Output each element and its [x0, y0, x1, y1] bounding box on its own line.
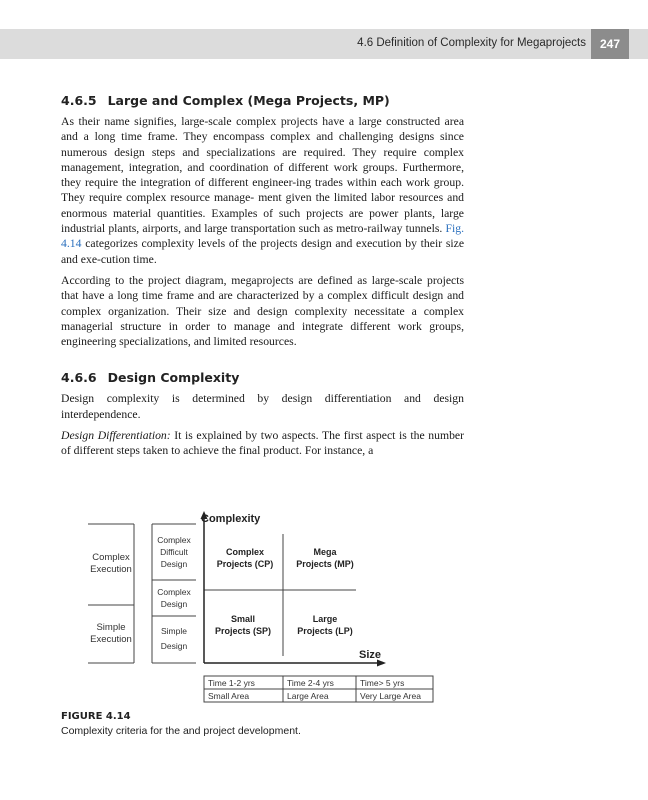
section-number: 4.6.6: [61, 370, 97, 386]
section-title: Design Complexity: [107, 370, 240, 386]
quadrant-small-projects-line: Projects (SP): [214, 626, 272, 636]
quadrant-small-projects-line: Small: [230, 614, 256, 624]
text-line: difficult design and complex organization. Their size and design: [61, 289, 465, 318]
figure-caption: Complexity criteria for the and project development.: [61, 725, 301, 737]
page-number: 247: [591, 29, 629, 59]
text-line: ing trades within each work group. They require complex resource manage-: [61, 176, 464, 205]
text-line: and large transportation such as metro-railway tunnels.: [184, 222, 446, 236]
table-cell-time: Time 1-2 yrs: [208, 678, 255, 688]
section-title: Large and Complex (Mega Projects, MP): [107, 93, 390, 108]
complexity-diagram: [88, 508, 448, 708]
section-number: 4.6.5: [61, 93, 97, 108]
quadrant-complex-projects-line: Projects (CP): [216, 559, 274, 569]
table-cell-time: Time> 5 yrs: [360, 678, 405, 688]
paragraph-large-complex: [61, 114, 464, 267]
quadrant-mega-projects-line: Mega: [313, 547, 337, 557]
y-axis-label: Complexity: [201, 513, 261, 525]
text-line: cution time.: [100, 252, 157, 266]
text-line: It is explained by two aspects. The first aspect is the: [170, 429, 425, 443]
text-line: According to the project diagram, megaprojects are defined as large-scale: [61, 273, 423, 287]
term-label: Design Differentiation:: [61, 429, 171, 443]
table-cell-area: Small Area: [208, 691, 250, 701]
section-heading-4-6-6: [61, 370, 464, 385]
complex-difficult-design-label-line: Design: [160, 559, 188, 569]
quadrant-large-projects-line: Large: [312, 614, 338, 624]
complex-execution-label-line: Complex: [92, 552, 130, 563]
text-line: ment given the limited labor resources and enormous material quantities.: [61, 191, 465, 220]
text-line: require complex management, integration, and coordination of different: [61, 145, 465, 174]
text-line: complexity necessitate a complex managerial structure in order to manage: [61, 304, 465, 333]
text-line: projects that have a long time frame and are characterized by a complex: [61, 273, 464, 303]
quadrant-complex-projects-line: Complex: [225, 547, 265, 557]
complex-design-label-line: Complex: [157, 587, 191, 597]
text-line: Design complexity is determined by design differentiation and design: [61, 392, 464, 406]
text-line: work groups. Furthermore, they require the integration of different engineer-: [61, 160, 464, 190]
paragraph-project-diagram: [61, 273, 464, 349]
running-head: 4.6 Definition of Complexity for Megaprojects: [357, 37, 586, 49]
quadrant-large-projects-line: Projects (LP): [297, 626, 353, 636]
simple-design-label-line: Design: [160, 641, 188, 651]
paragraph-design-differentiation: [61, 428, 464, 459]
simple-execution-label-line: Simple: [96, 622, 126, 633]
simple-execution-label-line: Execution: [90, 634, 132, 645]
text-line: number of different steps taken to achieve the final product. For instance, a: [61, 429, 464, 458]
table-cell-area: Very Large Area: [360, 691, 421, 701]
figure-label: FIGURE 4.14: [61, 711, 131, 722]
text-line: As their name signifies, large-scale complex projects have a large constructed: [61, 115, 441, 128]
complex-difficult-design-label-line: Complex: [157, 535, 191, 545]
complex-difficult-design-label-line: Difficult: [160, 547, 188, 557]
simple-design-label-line: Simple: [161, 626, 187, 636]
text-line: categorizes: [81, 237, 138, 251]
text-line: area and a long time frame. They encompass complex and challenging: [61, 115, 465, 144]
quadrant-mega-projects-line: Projects (MP): [296, 559, 354, 569]
table-cell-time: Time 2-4 yrs: [287, 678, 334, 688]
page-body: [61, 93, 464, 459]
x-axis-label: Size: [359, 649, 382, 661]
text-line: resources.: [249, 335, 297, 349]
figure-complexity-criteria: [88, 508, 448, 708]
section-heading-4-6-5: [61, 93, 464, 108]
text-line: and integrate different work groups, engineering specializations, and limited: [61, 319, 464, 349]
text-line: interdependence.: [61, 407, 141, 421]
paragraph-design-complexity: [61, 391, 464, 422]
text-line: complexity levels of the projects design and execution by their size and exe-: [61, 237, 465, 266]
text-line: designs since numerous design steps and specializations are required. They: [61, 130, 464, 159]
text-line: Examples of such projects are power plants, large industrial plants, airports,: [61, 206, 464, 236]
figure-reference-link[interactable]: Fig. 4.14: [61, 222, 464, 251]
complex-execution-label-line: Execution: [90, 564, 132, 575]
table-cell-area: Large Area: [287, 691, 329, 701]
complex-design-label-line: Design: [160, 599, 188, 609]
